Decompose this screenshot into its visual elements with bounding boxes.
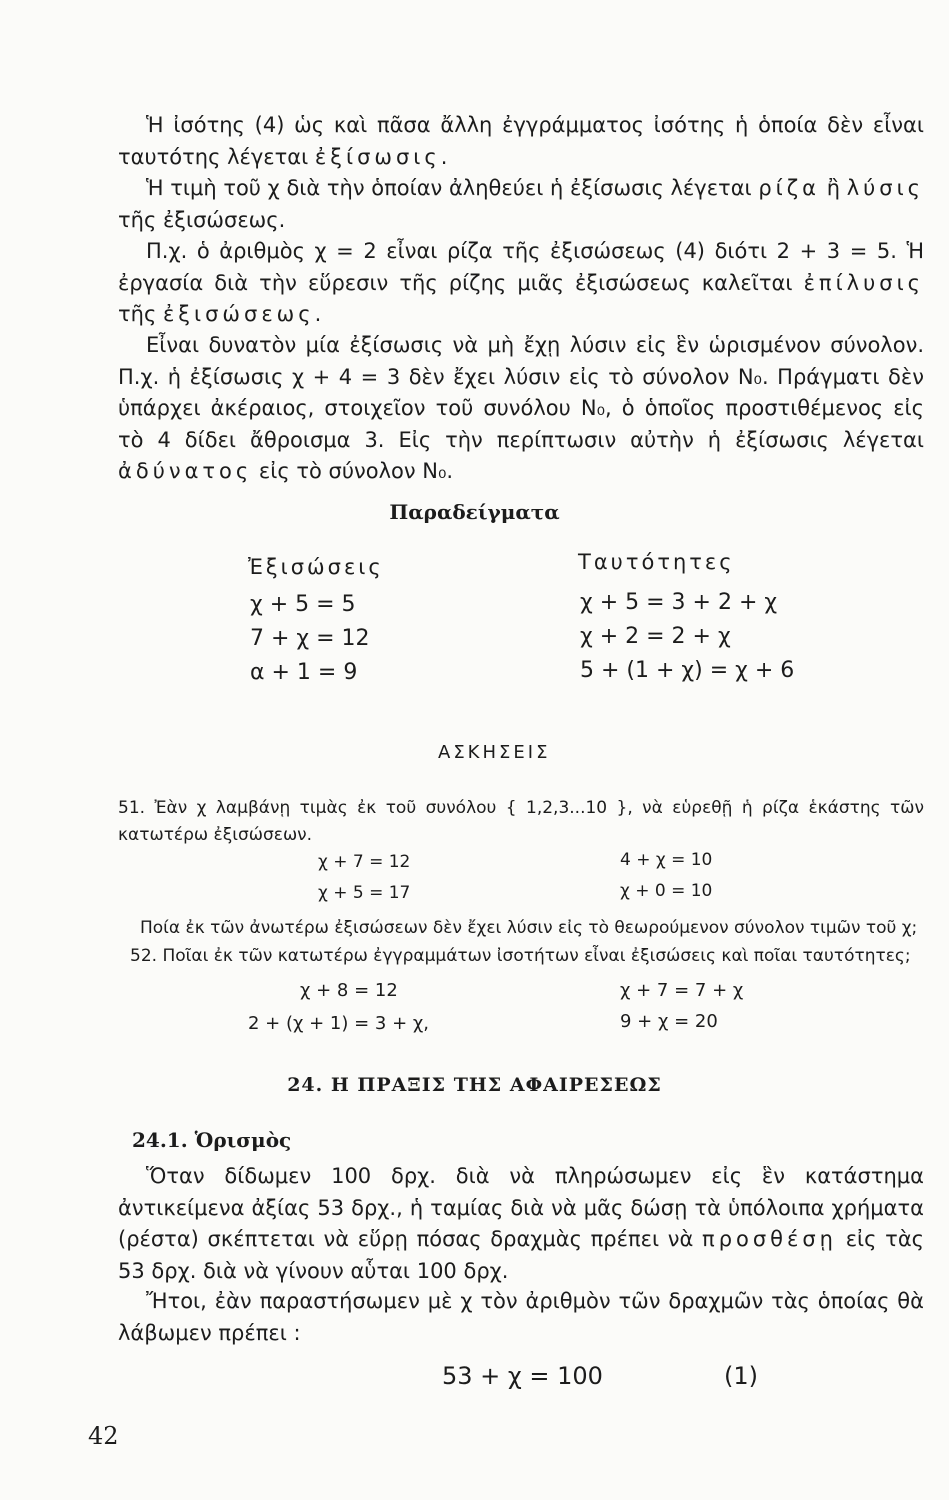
exercise-51-question: Ποία ἐκ τῶν ἀνωτέρω ἐξισώσεων δὲν ἔχει λύσιν εἰς τὸ θεωρούμενον σύνολον τιμῶν τοῦ χ;	[140, 918, 918, 938]
paragraph-impossible-equation	[118, 330, 924, 488]
text: Ἡ ἰσότης (4) ὡς καὶ πᾶσα ἄλλη ἐγγράμματος ἰσότης ἡ ὁποία δὲν εἶναι ταυτότης λέγεται	[118, 113, 924, 169]
example-identity: 5 + (1 + χ) = χ + 6	[580, 658, 795, 683]
paragraph-subtraction-setup: Ἤτοι, ἐὰν παραστήσωμεν μὲ χ τὸν ἀριθμὸν τῶν δραχμῶν τὰς ὁποίας θὰ λάβωμεν πρέπει :	[118, 1289, 924, 1345]
identities-column-heading: Ταυτότητες	[578, 550, 735, 574]
final-equation-number: (1)	[724, 1362, 758, 1390]
text: τῆς	[118, 302, 163, 326]
subsection-title: 24.1. Ὁρισμὸς	[132, 1128, 292, 1152]
text: Ἡ τιμὴ τοῦ χ διὰ τὴν ὁποίαν ἀληθεύει ἡ ἐξίσωσις λέγεται	[146, 176, 759, 200]
text: ἢ	[820, 176, 847, 200]
exercise-51-equation: χ + 7 = 12	[318, 852, 411, 872]
text: Εἶναι δυνατὸν μία ἐξίσωσις νὰ μὴ ἔχῃ λύσιν εἰς ἓν ὡρισμένον σύνολον. Π.χ. ἡ ἐξίσωσις χ + 4 = 3 δὲν ἔχει λύσιν εἰς τὸ σύνολον N₀. Πράγματι δὲν ὑπάρχει ἀκέραιος, στοιχεῖον τοῦ συνόλου N₀, ὁ ὁποῖος προστιθέμενος εἰς τὸ 4 δίδει ἄθροισμα 3. Εἰς τὴν περίπτωσιν αὐτὴν ἡ ἐξίσωσις λέγεται	[118, 333, 924, 452]
text: Ὅταν δίδωμεν 100 δρχ. διὰ νὰ πληρώσωμεν εἰς ἓν κατάστημα ἀντικείμενα ἀξίας 53 δρχ., ἡ ταμίας διὰ νὰ μᾶς δώσῃ τὰ ὑπόλοιπα χρήματα (ρέστα) σκέπτεται νὰ εὕρῃ πόσας δραχμὰς πρέπει νὰ	[118, 1164, 924, 1251]
exercise-51-equation: χ + 0 = 10	[620, 881, 713, 901]
text: εἰς τὸ σύνολον N₀.	[252, 459, 454, 483]
exercise-52-equation: χ + 8 = 12	[300, 980, 398, 1001]
exercise-51-equation: χ + 5 = 17	[318, 883, 411, 903]
examples-heading: Παραδείγματα	[389, 500, 560, 524]
example-equation: α + 1 = 9	[250, 660, 358, 685]
paragraph-subtraction-intro	[118, 1161, 924, 1287]
equations-column-heading: Ἐξισώσεις	[248, 555, 384, 579]
example-equation: 7 + χ = 12	[250, 626, 370, 651]
spaced-term: ἐξίσωσις.	[314, 144, 452, 169]
exercise-52-equation: χ + 7 = 7 + χ	[620, 980, 744, 1001]
paragraph-equation-definition	[118, 110, 924, 173]
exercise-52-equation: 9 + χ = 20	[620, 1011, 718, 1032]
spaced-term: ἐπίλυσις	[803, 270, 924, 295]
paragraph-example-solution	[118, 236, 924, 331]
exercise-51-equation: 4 + χ = 10	[620, 850, 713, 870]
example-equation: χ + 5 = 5	[250, 592, 356, 617]
example-identity: χ + 5 = 3 + 2 + χ	[580, 590, 778, 615]
page-number: 42	[88, 1422, 119, 1450]
spaced-term: ἐξισώσεως.	[162, 302, 326, 326]
paragraph-root-definition	[118, 173, 924, 236]
final-equation: 53 + χ = 100	[442, 1362, 603, 1390]
text: Π.χ. ὁ ἀριθμὸς χ = 2 εἶναι ρίζα τῆς ἐξισώσεως (4) διότι 2 + 3 = 5. Ἡ ἐργασία διὰ τὴν εὕρεσιν τῆς ρίζης μιᾶς ἐξισώσεως καλεῖται	[118, 239, 924, 295]
text: τῆς ἐξισώσεως.	[118, 207, 286, 232]
section-title: 24. Η ΠΡΑΞΙΣ ΤΗΣ ΑΦΑΙΡΕΣΕΩΣ	[287, 1074, 662, 1096]
exercise-52-equation: 2 + (χ + 1) = 3 + χ,	[248, 1013, 430, 1034]
exercises-heading: ΑΣΚΗΣΕΙΣ	[438, 742, 551, 763]
text: εἰς τὰς 53 δρχ. διὰ νὰ γίνουν αὗται 100 δρχ.	[118, 1227, 924, 1283]
spaced-term: ἀδύνατος	[118, 459, 253, 483]
spaced-term: ρίζα	[758, 176, 821, 200]
spaced-term: λύσις	[846, 176, 925, 200]
example-identity: χ + 2 = 2 + χ	[580, 624, 731, 649]
exercise-51-text: 51. Ἐὰν χ λαμβάνῃ τιμὰς ἐκ τοῦ συνόλου { 1,2,3...10 }, νὰ εὑρεθῇ ἡ ρίζα ἑκάστης τῶν κατωτέρω ἐξισώσεων.	[118, 798, 924, 845]
exercise-52-text: 52. Ποῖαι ἐκ τῶν κατωτέρω ἐγγραμμάτων ἰσοτήτων εἶναι ἐξισώσεις καὶ ποῖαι ταυτότητες;	[130, 946, 911, 966]
spaced-term: προσθέσῃ	[702, 1227, 837, 1251]
